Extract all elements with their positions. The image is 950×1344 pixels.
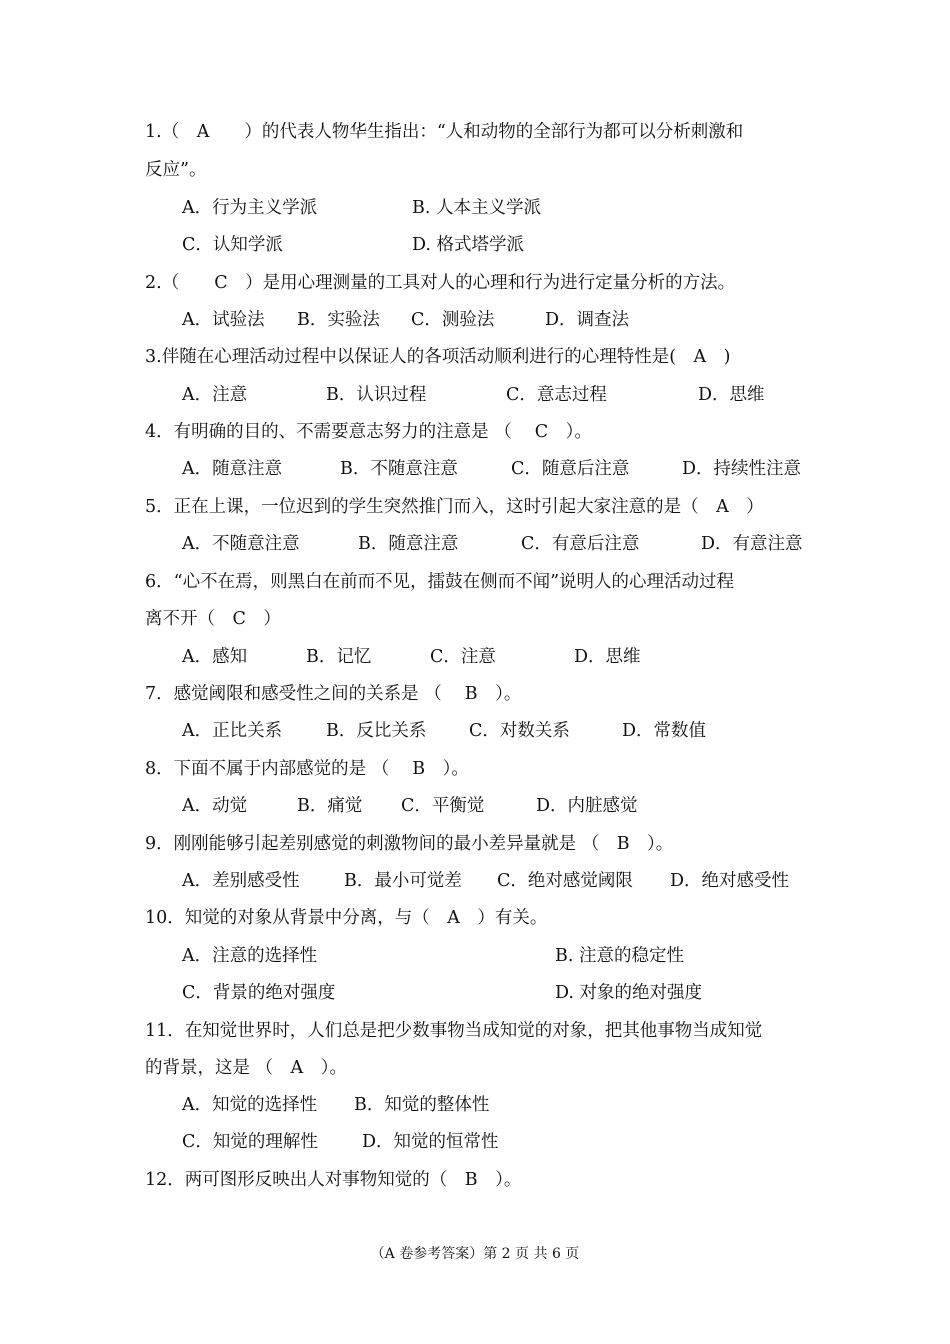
question-9-line-1: 9．刚刚能够引起差别感觉的刺激物间的最小差异量就是 （ B ）。 xyxy=(145,834,674,854)
question-6-line-1: 6．“心不在焉，则黑白在前而不见，擂鼓在侧而不闻”说明人的心理活动过程 xyxy=(145,572,735,592)
question-11-option-a: A．知觉的选择性 xyxy=(182,1095,318,1115)
question-1-line-1: 1.（ A ）的代表人物华生指出：“人和动物的全部行为都可以分析刺激和 xyxy=(145,122,744,142)
question-6-option-a: A．感知 xyxy=(182,647,248,667)
question-10-option-a: A．注意的选择性 xyxy=(182,946,318,966)
question-12-line-1: 12．两可图形反映出人对事物知觉的（ B ）。 xyxy=(145,1170,522,1190)
question-5-option-c: C．有意后注意 xyxy=(521,534,640,554)
question-1-option-b: B. 人本主义学派 xyxy=(412,198,541,218)
question-3-line-1: 3.伴随在心理活动过程中以保证人的各项活动顺利进行的心理特性是( A ) xyxy=(145,347,731,367)
question-7-option-b: B．反比关系 xyxy=(326,721,427,741)
question-4-option-b: B．不随意注意 xyxy=(340,459,458,479)
question-8-line-1: 8．下面不属于内部感觉的是 （ B ）。 xyxy=(145,759,469,779)
question-6-line-2: 离不开（ C ） xyxy=(145,609,281,629)
question-4-option-d: D．持续性注意 xyxy=(682,459,802,479)
question-2-option-d: D．调查法 xyxy=(545,310,630,330)
question-6-option-b: B．记忆 xyxy=(306,647,372,667)
question-4-line-1: 4．有明确的目的、不需要意志努力的注意是 （ C ）。 xyxy=(145,422,592,442)
question-9-option-c: C．绝对感觉阈限 xyxy=(497,871,633,891)
question-9-option-d: D．绝对感受性 xyxy=(670,871,790,891)
question-6-option-d: D．思维 xyxy=(574,647,641,667)
question-8-option-c: C．平衡觉 xyxy=(401,796,485,816)
question-1-option-a: A．行为主义学派 xyxy=(182,198,318,218)
question-1-option-c: C．认知学派 xyxy=(182,235,283,255)
question-3-option-a: A．注意 xyxy=(182,385,248,405)
question-4-option-a: A．随意注意 xyxy=(182,459,283,479)
question-3-option-c: C．意志过程 xyxy=(506,385,607,405)
question-8-option-b: B．痛觉 xyxy=(297,796,363,816)
question-11-option-c: C．知觉的理解性 xyxy=(182,1132,318,1152)
question-7-option-c: C．对数关系 xyxy=(469,721,570,741)
question-10-option-c: C．背景的绝对强度 xyxy=(182,983,336,1003)
question-3-option-b: B．认识过程 xyxy=(326,385,427,405)
question-11-line-2: 的背景，这是 （ A ）。 xyxy=(145,1058,347,1078)
question-1-line-2: 反应”。 xyxy=(145,160,207,180)
question-1-option-d: D. 格式塔学派 xyxy=(412,235,525,255)
question-8-option-d: D．内脏感觉 xyxy=(536,796,638,816)
question-2-option-c: C．测验法 xyxy=(411,310,495,330)
question-7-option-a: A．正比关系 xyxy=(182,721,283,741)
question-7-line-1: 7．感觉阈限和感受性之间的关系是 （ B ）。 xyxy=(145,684,522,704)
question-2-option-b: B．实验法 xyxy=(297,310,380,330)
question-5-option-b: B．随意注意 xyxy=(358,534,459,554)
question-9-option-b: B．最小可觉差 xyxy=(344,871,462,891)
question-11-option-b: B．知觉的整体性 xyxy=(354,1095,490,1115)
question-5-option-a: A．不随意注意 xyxy=(182,534,300,554)
question-11-line-1: 11．在知觉世界时，人们总是把少数事物当成知觉的对象，把其他事物当成知觉 xyxy=(145,1021,763,1041)
question-10-line-1: 10．知觉的对象从背景中分离，与（ A ）有关。 xyxy=(145,908,548,928)
question-11-option-d: D．知觉的恒常性 xyxy=(362,1132,499,1152)
question-2-line-1: 2.（ C ）是用心理测量的工具对人的心理和行为进行定量分析的方法。 xyxy=(145,273,736,293)
question-6-option-c: C．注意 xyxy=(430,647,496,667)
question-5-option-d: D．有意注意 xyxy=(701,534,803,554)
question-5-line-1: 5．正在上课，一位迟到的学生突然推门而入，这时引起大家注意的是（ A ） xyxy=(145,497,764,517)
question-8-option-a: A．动觉 xyxy=(182,796,248,816)
question-7-option-d: D．常数值 xyxy=(622,721,707,741)
question-3-option-d: D．思维 xyxy=(698,385,765,405)
question-9-option-a: A．差别感受性 xyxy=(182,871,300,891)
question-10-option-b: B. 注意的稳定性 xyxy=(555,946,684,966)
question-2-option-a: A．试验法 xyxy=(182,310,265,330)
question-4-option-c: C．随意后注意 xyxy=(511,459,630,479)
question-10-option-d: D. 对象的绝对强度 xyxy=(555,983,703,1003)
page-footer: （A 卷参考答案）第 2 页 共 6 页 xyxy=(370,1246,580,1262)
